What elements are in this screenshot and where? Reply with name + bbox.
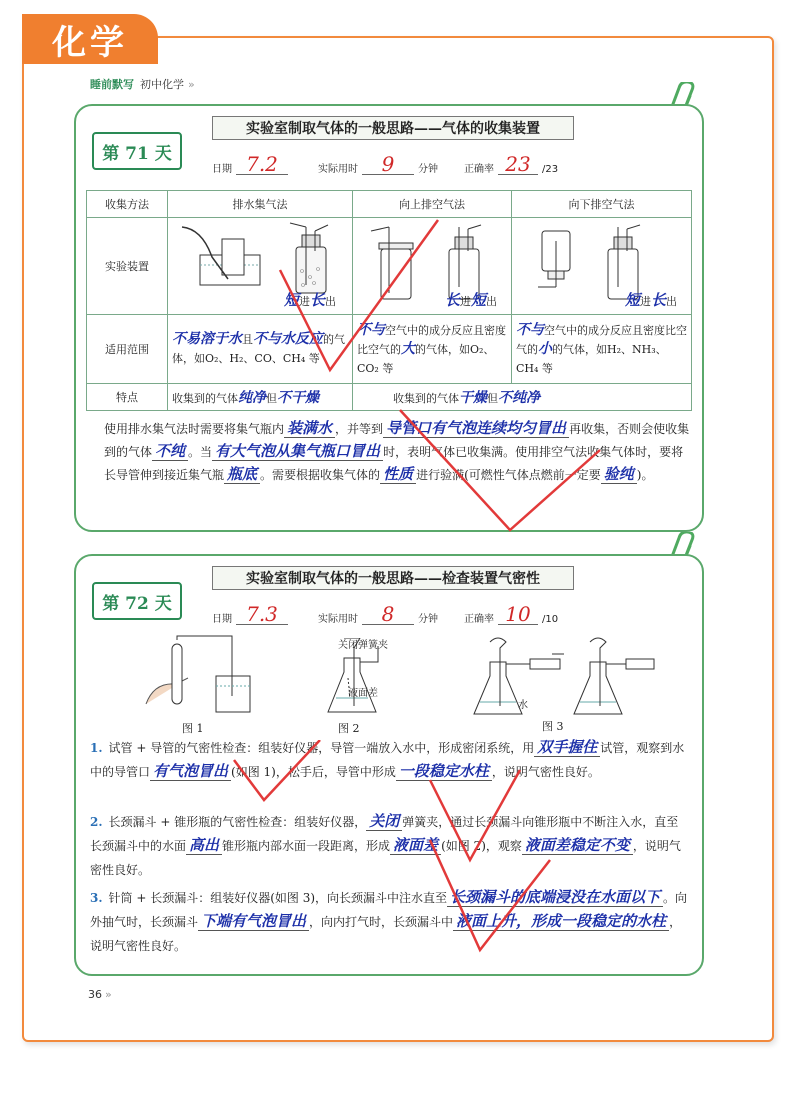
date-value: 7.3 [236, 604, 288, 625]
day72-title: 实验室制取气体的一般思路——检查装置气密性 [212, 566, 574, 590]
list-item: 1. 试管 + 导管的气密性检查：组装好仪器，导管一端放入水中，形成密闭系统，用 双手握住 试管，观察到水中的导管口 有气泡冒出 (如图 1)，松手后，导管中形成 一段稳定水柱 ，说明气密性良好。 [90, 738, 685, 780]
table-header: 向下排空气法 [512, 191, 692, 218]
device-note: 短进长出 [283, 291, 336, 309]
scope-cell: 不与空气中的成分反应且密度比空气的大的气体，如O₂、CO₂ 等 [353, 315, 512, 384]
device-note: 长进短出 [444, 291, 497, 309]
device-cell [168, 218, 353, 315]
day71-paragraph: 使用排水集气法时需要将集气瓶内 装满水 ，并等到 导管口有气泡连续均匀冒出 再收集，否则会使收集到的气体 不纯 。当 有大气泡从集气瓶口冒出 时，表明气体已收集满。使用排空气法收集气体时，要将长导管伸到接近集气瓶 瓶底 。需要根据收集气体的 性质 进行验满(可燃性气体点燃前一定要 验纯 )。 [104, 419, 690, 483]
day71-card [74, 104, 704, 532]
table-header: 向上排空气法 [353, 191, 512, 218]
accuracy-value: 23 [498, 154, 538, 175]
chevron-icon: » [188, 78, 195, 91]
row-label: 适用范围 [87, 315, 168, 384]
day72-card [74, 554, 704, 976]
figure-1-test-tube [136, 634, 296, 720]
date-label: 日期 [212, 614, 232, 625]
device-cell [353, 218, 512, 315]
list-item: 2. 长颈漏斗 + 锥形瓶的气密性检查：组装好仪器， 关闭 弹簧夹，通过长颈漏斗向锥形瓶中不断注入水，直至长颈漏斗中的水面 高出 锥形瓶内部水面一段距离，形成 液面差 (如图 2)，观察 液面差稳定不变 ，说明气密性良好。 [90, 812, 681, 877]
feature-cell: 收集到的气体纯净但不干燥 [168, 384, 353, 411]
figure-caption: 图 2 [338, 722, 360, 735]
time-label: 实际用时 [318, 164, 358, 175]
date-label: 日期 [212, 164, 232, 175]
accuracy-total: /10 [542, 614, 559, 625]
accuracy-total: /23 [542, 164, 559, 175]
list-item: 3. 针筒 + 长颈漏斗：组装好仪器(如图 3)，向长颈漏斗中注水直至 长颈漏斗的底端浸没在水面以下 。向外抽气时，长颈漏斗 下端有气泡冒出 ，向内打气时，长颈漏斗中 液面上升，形成一段稳定的水柱 ，说明气密性良好。 [90, 888, 688, 953]
device-note: 短进长出 [624, 291, 677, 309]
accuracy-value: 10 [498, 604, 538, 625]
accuracy-label: 正确率 [464, 164, 494, 175]
date-value: 7.2 [236, 154, 288, 175]
scope-cell: 不与空气中的成分反应且密度比空气的小的气体，如H₂、NH₃、CH₄ 等 [512, 315, 692, 384]
day71-title: 实验室制取气体的一般思路——气体的收集装置 [212, 116, 574, 140]
time-unit: 分钟 [418, 614, 438, 625]
collection-table [86, 190, 692, 411]
time-unit: 分钟 [418, 164, 438, 175]
level-diff-label: 液面差 [348, 688, 378, 699]
time-value: 8 [362, 604, 414, 625]
figure-caption: 图 1 [182, 722, 204, 735]
series-name: 睡前默写 [90, 78, 134, 91]
table-header: 收集方法 [87, 191, 168, 218]
row-label: 特点 [87, 384, 168, 411]
scope-cell: 不易溶于水且不与水反应的气体，如O₂、H₂、CO、CH₄ 等 [168, 315, 353, 384]
time-value: 9 [362, 154, 414, 175]
figure-3-syringe-flasks [460, 634, 660, 722]
page-number: 36 » [88, 988, 112, 1001]
course-name: 初中化学 [140, 78, 184, 91]
day72-badge: 第 72 天 [92, 582, 182, 620]
clamp-label: 关闭弹簧夹 [338, 640, 388, 651]
series-header [90, 76, 195, 92]
table-header: 排水集气法 [168, 191, 353, 218]
accuracy-label: 正确率 [464, 614, 494, 625]
water-label: 水 [518, 700, 528, 711]
subject-tab: 化学 [22, 14, 158, 64]
figure-caption: 图 3 [542, 720, 564, 733]
day71-badge: 第 71 天 [92, 132, 182, 170]
row-label: 实验装置 [87, 218, 168, 315]
time-label: 实际用时 [318, 614, 358, 625]
day72-stats [212, 604, 584, 625]
device-cell [512, 218, 692, 315]
day71-stats [212, 154, 584, 175]
feature-cell: 收集到的气体干燥但不纯净 [353, 384, 692, 411]
